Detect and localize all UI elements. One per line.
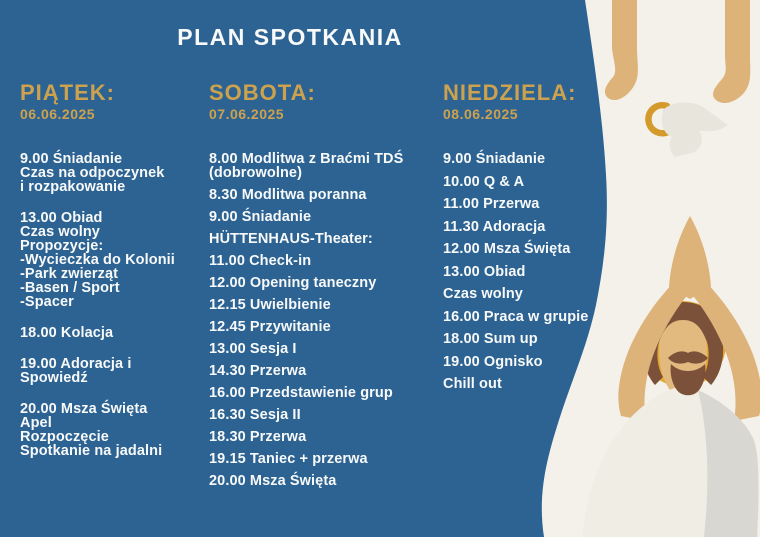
schedule-line: 18.30 Przerwa [209, 429, 307, 445]
schedule-line: 18.00 Sum up [443, 331, 538, 347]
schedule-line: 16.00 Praca w grupie [443, 308, 589, 325]
schedule-line: 20.00 Msza Święta [20, 401, 148, 417]
schedule-group [209, 232, 441, 246]
day-date: 08.06.2025 [443, 106, 519, 122]
schedule-line: -Park zwierząt [20, 266, 119, 282]
day-schedule [20, 152, 205, 458]
schedule-line: Rozpoczęcie [20, 429, 109, 445]
schedule-line: 19.00 Adoracja i [20, 356, 132, 372]
schedule-group [209, 210, 441, 224]
schedule-group [209, 298, 441, 312]
schedule-group [209, 254, 441, 268]
schedule-group [209, 452, 441, 466]
schedule-line: Czas wolny [20, 224, 100, 240]
schedule-group [443, 287, 623, 301]
schedule-line: 12.45 Przywitanie [209, 319, 331, 335]
schedule-group [443, 242, 623, 256]
schedule-line: 12.00 Msza Święta [443, 241, 571, 257]
schedule-group [443, 332, 623, 346]
schedule-group [443, 355, 623, 369]
schedule-group [20, 402, 205, 458]
schedule-line: Czas wolny [443, 286, 523, 302]
schedule-group [209, 408, 441, 422]
schedule-line: -Wycieczka do Kolonii [20, 252, 175, 268]
schedule-group [209, 364, 441, 378]
schedule-group [209, 188, 441, 202]
schedule-line: 9.00 Śniadanie [443, 151, 546, 167]
schedule-line: 10.00 Q & A [443, 173, 525, 190]
schedule-group [443, 220, 623, 234]
day-heading: PIĄTEK: [20, 80, 115, 105]
schedule-group [209, 430, 441, 444]
schedule-line: 19.15 Taniec + przerwa [209, 451, 368, 467]
schedule-group [443, 310, 623, 324]
day-date: 07.06.2025 [209, 106, 285, 122]
schedule-line: i rozpakowanie [20, 179, 126, 195]
schedule-line: 11.00 Przerwa [443, 196, 540, 212]
schedule-group [20, 357, 205, 385]
schedule-group [209, 320, 441, 334]
schedule-line: 8.00 Modlitwa z Braćmi TDŚ [209, 151, 404, 167]
schedule-line: 8.30 Modlitwa poranna [209, 187, 367, 203]
schedule-group [20, 152, 205, 194]
schedule-group [20, 326, 205, 340]
day-column-sunday [443, 80, 623, 400]
schedule-line: 11.00 Check-in [209, 253, 312, 269]
day-column-friday [20, 80, 205, 475]
schedule-line: Propozycje: [20, 238, 104, 254]
schedule-line: 12.15 Uwielbienie [209, 297, 331, 313]
schedule-line: 11.30 Adoracja [443, 218, 546, 235]
schedule-group [443, 377, 623, 391]
schedule-line: Apel [20, 415, 52, 431]
day-date: 06.06.2025 [20, 106, 96, 122]
schedule-line: HÜTTENHAUS-Theater: [209, 231, 373, 247]
schedule-line: 16.30 Sesja II [209, 407, 301, 423]
schedule-line: 14.30 Przerwa [209, 363, 307, 379]
schedule-group [443, 197, 623, 211]
dove-holy-spirit-icon [648, 102, 728, 157]
day-column-saturday [209, 80, 441, 496]
schedule-line: (dobrowolne) [209, 165, 303, 181]
schedule-line: Spowiedź [20, 370, 88, 386]
schedule-line: 20.00 Msza Święta [209, 473, 337, 489]
schedule-line: -Spacer [20, 294, 74, 310]
day-heading: SOBOTA: [209, 80, 316, 105]
dove-body [662, 102, 728, 157]
schedule-line: Spotkanie na jadalni [20, 443, 163, 459]
schedule-line: 18.00 Kolacja [20, 325, 114, 341]
schedule-group [209, 276, 441, 290]
schedule-group [443, 265, 623, 279]
schedule-group [209, 474, 441, 488]
schedule-line: 13.00 Obiad [20, 210, 103, 226]
schedule-line: 16.00 Przedstawienie grup [209, 385, 393, 401]
schedule-group [443, 152, 623, 166]
day-heading: NIEDZIELA: [443, 80, 577, 105]
schedule-line: Chill out [443, 376, 502, 392]
schedule-line: 9.00 Śniadanie [209, 209, 312, 225]
schedule-line: 19.00 Ognisko [443, 353, 543, 370]
page-title: PLAN SPOTKANIA [177, 24, 403, 50]
schedule-line: 9.00 Śniadanie [20, 151, 123, 167]
schedule-line: 13.00 Obiad [443, 263, 526, 280]
day-schedule [443, 152, 623, 391]
schedule-group [443, 175, 623, 189]
schedule-line: -Basen / Sport [20, 280, 120, 296]
schedule-line: 12.00 Opening taneczny [209, 275, 377, 291]
day-schedule [209, 152, 441, 488]
schedule-group [209, 152, 441, 180]
jesus-joined-hands [669, 216, 711, 299]
schedule-line: Czas na odpoczynek [20, 165, 165, 181]
schedule-group [209, 386, 441, 400]
schedule-group [209, 342, 441, 356]
schedule-group [20, 211, 205, 309]
schedule-line: 13.00 Sesja I [209, 341, 297, 357]
hands-of-god-icon [605, 0, 750, 103]
